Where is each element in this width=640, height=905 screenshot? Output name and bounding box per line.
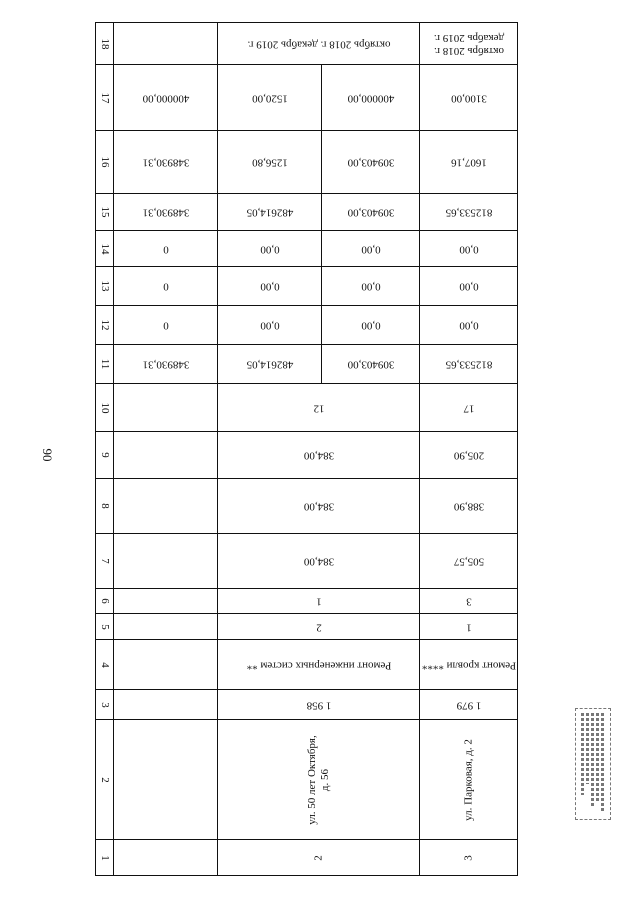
cell-r1-c2	[114, 720, 218, 840]
cell-r3-c15: 812533,65	[420, 194, 518, 231]
cell-r3-c17: 3100,00	[420, 65, 518, 131]
col-header-10: 10	[96, 384, 114, 432]
cell-r3-c11: 812533,65	[420, 345, 518, 384]
col-header-8: 8	[96, 479, 114, 534]
cell-r2b-c16: 309403,00	[322, 131, 420, 194]
cell-r3-c1: 3	[420, 840, 518, 876]
cell-r1-c12: 0	[114, 306, 218, 345]
col-header-9: 9	[96, 432, 114, 479]
cell-r1-c1	[114, 840, 218, 876]
col-header-14: 14	[96, 231, 114, 267]
col-header-3: 3	[96, 690, 114, 720]
cell-r3-c4: Ремонт кровли ****	[420, 640, 518, 690]
cell-r3-c13: 0,00	[420, 267, 518, 306]
col-header-6: 6	[96, 589, 114, 614]
cell-r2-c5: 2	[218, 614, 420, 640]
cell-r2a-c13: 0,00	[218, 267, 322, 306]
col-header-17: 17	[96, 65, 114, 131]
cell-r2-c1: 2	[218, 840, 420, 876]
cell-r2-c2: ул. 50 лет Октября, д. 56	[218, 720, 420, 840]
stamp	[575, 708, 611, 820]
cell-r2-c18: октябрь 2018 г. декабрь 2019 г.	[218, 23, 420, 65]
cell-r2-c7: 384,00	[218, 534, 420, 589]
cell-r1-c14: 0	[114, 231, 218, 267]
cell-r2-c8: 384,00	[218, 479, 420, 534]
cell-r1-c11: 348930,31	[114, 345, 218, 384]
cell-r1-c9	[114, 432, 218, 479]
cell-r1-c3	[114, 690, 218, 720]
cell-r3-c9: 205,90	[420, 432, 518, 479]
col-header-7: 7	[96, 534, 114, 589]
cell-r3-c7: 505,57	[420, 534, 518, 589]
cell-r1-c5	[114, 614, 218, 640]
cell-r2-c3: 1 958	[218, 690, 420, 720]
cell-r3-c3: 1 979	[420, 690, 518, 720]
cell-r1-c4	[114, 640, 218, 690]
cell-r1-c15: 348930,31	[114, 194, 218, 231]
cell-r2b-c13: 0,00	[322, 267, 420, 306]
cell-r1-c6	[114, 589, 218, 614]
col-header-2: 2	[96, 720, 114, 840]
cell-r3-c12: 0,00	[420, 306, 518, 345]
cell-r2b-c11: 309403,00	[322, 345, 420, 384]
col-header-18: 18	[96, 23, 114, 65]
cell-r2-c4: Ремонт инженерных систем **	[218, 640, 420, 690]
cell-r3-c10: 17	[420, 384, 518, 432]
cell-r3-c5: 1	[420, 614, 518, 640]
cell-r3-c14: 0,00	[420, 231, 518, 267]
cell-r2-c6: 1	[218, 589, 420, 614]
cell-r1-c10	[114, 384, 218, 432]
cell-r2b-c17: 400000,00	[322, 65, 420, 131]
cell-r2b-c12: 0,00	[322, 306, 420, 345]
cell-r2a-c11: 482614,05	[218, 345, 322, 384]
cell-r1-c13: 0	[114, 267, 218, 306]
cell-r3-c16: 1607,16	[420, 131, 518, 194]
cell-r2-c10: 12	[218, 384, 420, 432]
cell-r2-c9: 384,00	[218, 432, 420, 479]
cell-r1-c18	[114, 23, 218, 65]
cell-r2a-c14: 0,00	[218, 231, 322, 267]
cell-r3-c8: 388,90	[420, 479, 518, 534]
cell-r2b-c15: 309403,00	[322, 194, 420, 231]
cell-r2a-c15: 482614,05	[218, 194, 322, 231]
col-header-15: 15	[96, 194, 114, 231]
page-number: 90	[40, 448, 55, 462]
cell-r3-c2: ул. Парковая, д. 2	[420, 720, 518, 840]
cell-r3-c6: 3	[420, 589, 518, 614]
col-header-16: 16	[96, 131, 114, 194]
col-header-4: 4	[96, 640, 114, 690]
cell-r2a-c16: 1256,80	[218, 131, 322, 194]
data-table	[95, 22, 518, 876]
col-header-12: 12	[96, 306, 114, 345]
cell-r2a-c17: 1520,00	[218, 65, 322, 131]
col-header-11: 11	[96, 345, 114, 384]
cell-r1-c16: 348930,31	[114, 131, 218, 194]
col-header-5: 5	[96, 614, 114, 640]
cell-r1-c8	[114, 479, 218, 534]
cell-r2b-c14: 0,00	[322, 231, 420, 267]
cell-r2a-c12: 0,00	[218, 306, 322, 345]
cell-r3-c18: октябрь 2018 г. декабрь 2019 г.	[420, 23, 518, 65]
col-header-1: 1	[96, 840, 114, 876]
col-header-13: 13	[96, 267, 114, 306]
cell-r1-c17: 400000,00	[114, 65, 218, 131]
cell-r1-c7	[114, 534, 218, 589]
